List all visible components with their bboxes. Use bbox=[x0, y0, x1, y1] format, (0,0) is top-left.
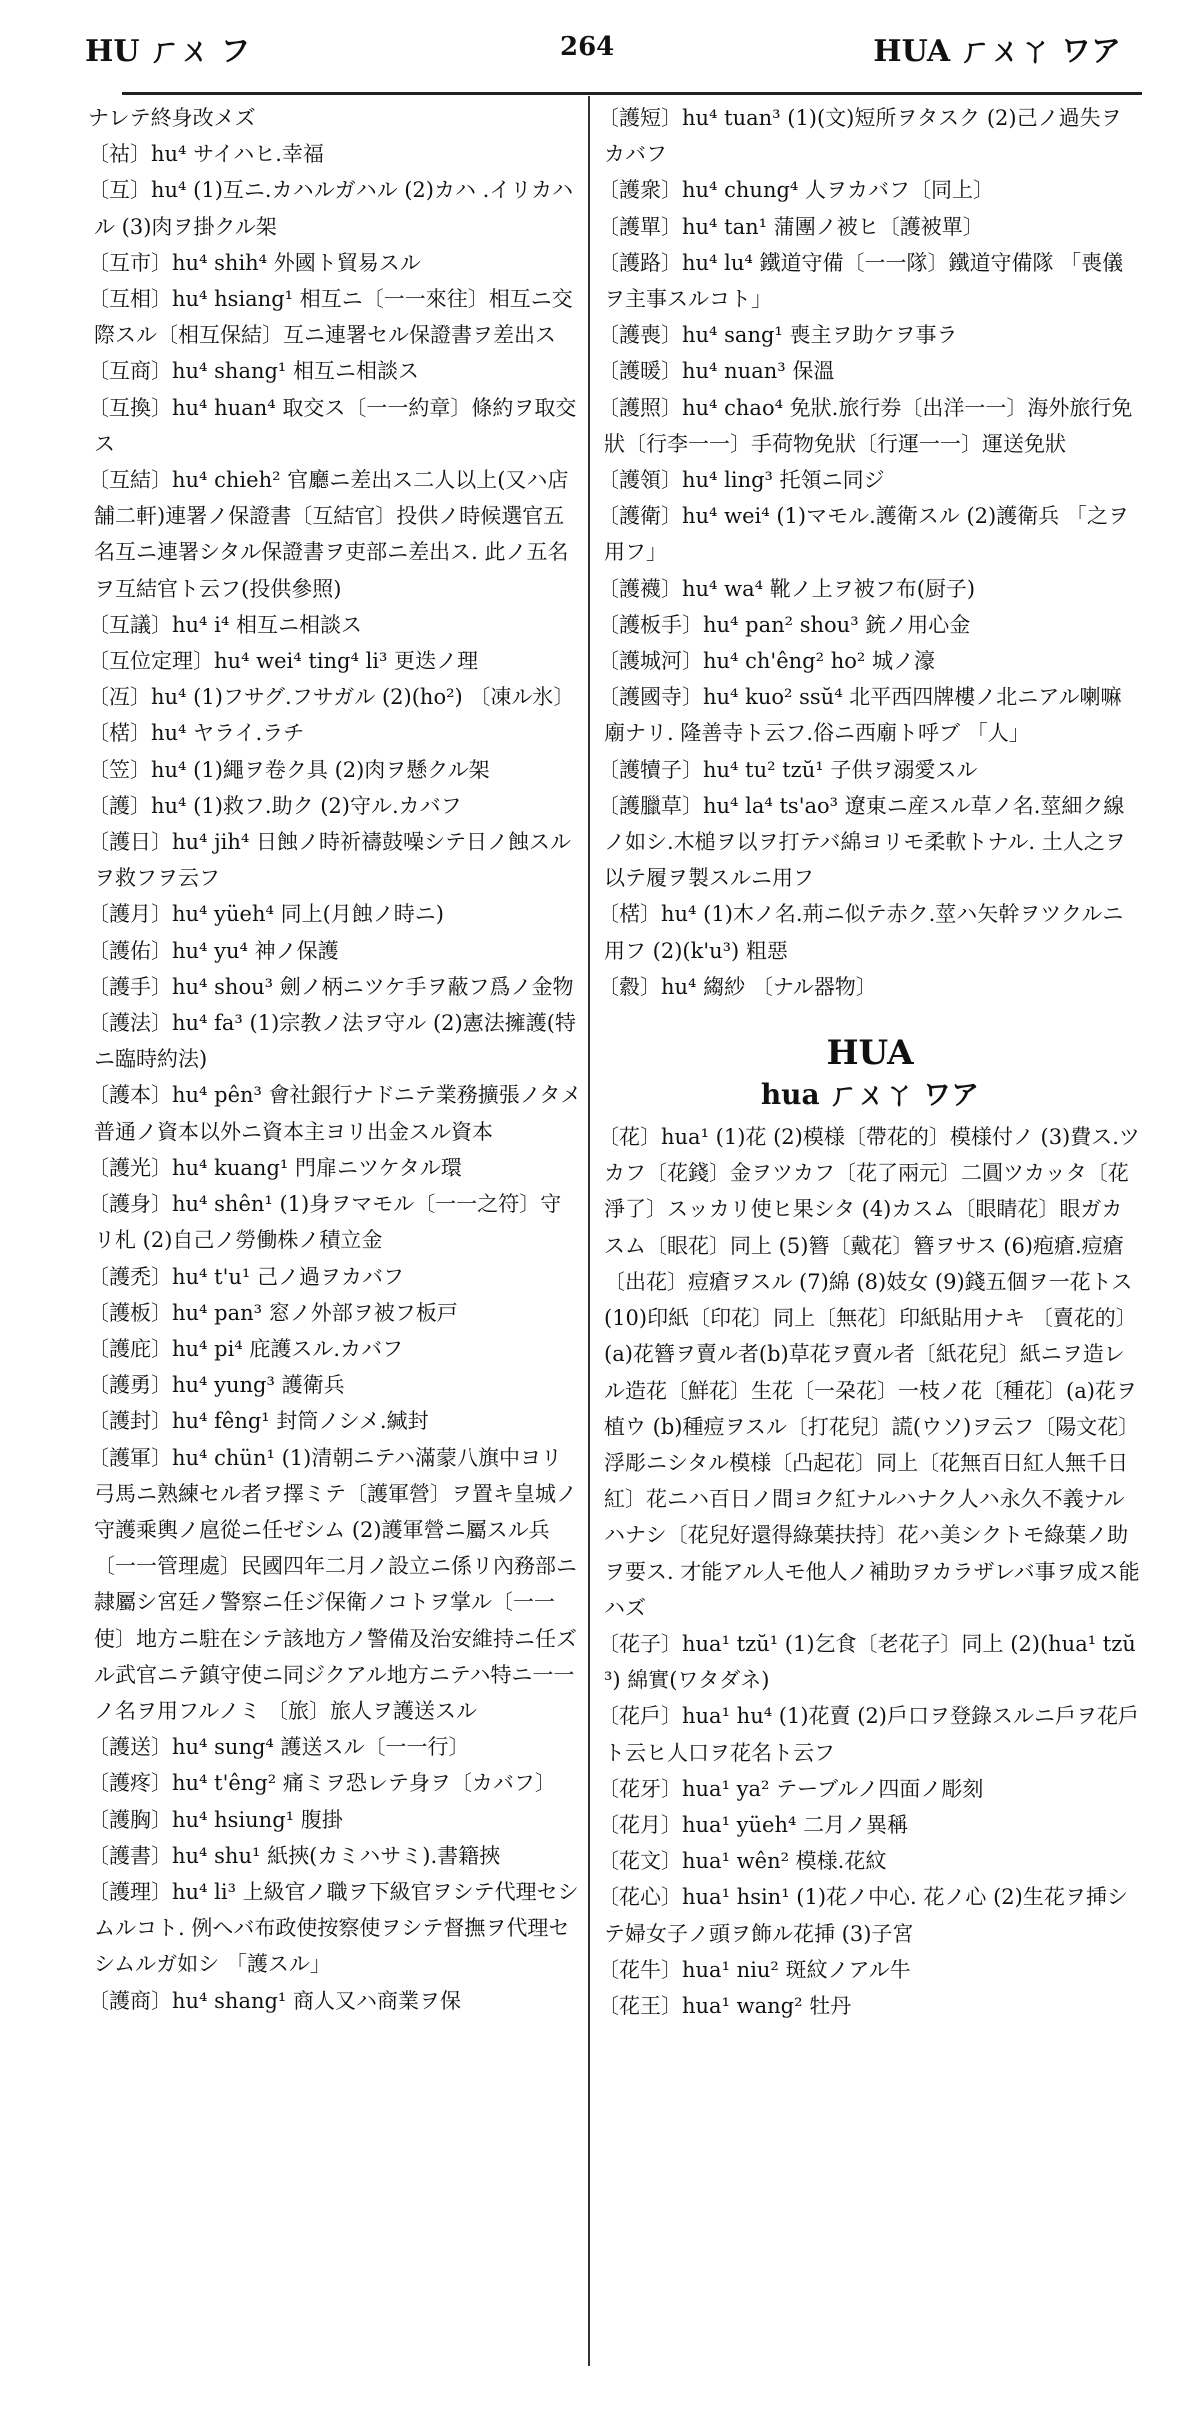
dictionary-entry: 〔互換〕hu⁴ huan⁴ 取交ス〔一一約章〕條約ヲ取交ス bbox=[88, 395, 577, 456]
dictionary-entry: ナレテ終身改メズ bbox=[88, 106, 256, 130]
dictionary-entry: 〔花〕hua¹ (1)花 (2)模様〔帶花的〕模様付ノ (3)費ス.ツカフ〔花錢〕金ヲツカフ〔花了兩元〕二圓ツカッタ〔花淨了〕スッカリ使ヒ果シタ (4)カスム〔眼睛花〕眼ガカスム〔眼花〕同上 (5)簪〔戴花〕簪ヲサス (6)疱瘡.痘瘡〔出花〕痘瘡ヲスル (7)綿 (8)妓女 (9)錢五個ヲ一花トス (10)印紙〔印花〕同上〔無花〕印紙貼用ナキ 〔賣花的〕(a)花簪ヲ賣ル者(b)草花ヲ賣ル者〔紙花兒〕紙ニヲ造レル造花〔鮮花〕生花〔一朶花〕一枝ノ花〔種花〕(a)花ヲ植ウ (b)種痘ヲスル〔打花兒〕謊(ウソ)ヲ云フ〔陽文花〕浮彫ニシタル模様〔凸起花〕同上〔花無百日紅人無千日紅〕花ニハ百日ノ間ヨク紅ナルハナク人ハ永久不義ナルハナシ〔花兒好還得綠葉扶持〕花ハ美シクトモ綠葉ノ助ヲ要ス. 才能アル人モ他人ノ補助ヲカラザレバ事ヲ成ス能ハズ bbox=[598, 1125, 1140, 1620]
dictionary-entry: 〔護喪〕hu⁴ sang¹ 喪主ヲ助ケヲ事ラ bbox=[598, 323, 958, 348]
dictionary-entry: 〔護本〕hu⁴ pên³ 會社銀行ナドニテ業務擴張ノタメ普通ノ資本以外ニ資本主ヨリ出金スル資本 bbox=[88, 1083, 582, 1144]
dictionary-entry: 〔護暖〕hu⁴ nuan³ 保溫 bbox=[598, 359, 835, 384]
dictionary-entry: 〔護國寺〕hu⁴ kuo² ssŭ⁴ 北平西四牌樓ノ北ニアル喇嘛廟ナリ. 隆善寺ト云フ.俗ニ西廟ト呼ブ 「人」 bbox=[598, 685, 1122, 746]
dictionary-entry: 〔互市〕hu⁴ shih⁴ 外國ト貿易スル bbox=[88, 250, 421, 275]
dictionary-entry: 〔互位定理〕hu⁴ wei⁴ ting⁴ li³ 更迭ノ理 bbox=[88, 649, 479, 674]
dictionary-entry: 〔花文〕hua¹ wên² 模様.花紋 bbox=[598, 1849, 887, 1874]
dictionary-entry: 〔護衆〕hu⁴ chung⁴ 人ヲカバフ〔同上〕 bbox=[598, 178, 995, 203]
left-column bbox=[88, 100, 582, 2019]
dictionary-entry: 〔護禿〕hu⁴ t'u¹ 己ノ過ヲカバフ bbox=[88, 1264, 404, 1289]
running-header-right: HUA ㄏㄨㄚ ワア bbox=[873, 34, 1121, 69]
right-column-entries-a bbox=[598, 100, 1142, 1005]
dictionary-entry: 〔祜〕hu⁴ サイハヒ.幸福 bbox=[88, 142, 324, 167]
dictionary-entry: 〔護日〕hu⁴ jih⁴ 日蝕ノ時祈禱鼓噪シテ日ノ蝕スルヲ救フヲ云フ bbox=[88, 830, 571, 891]
dictionary-entry: 〔護領〕hu⁴ ling³ 托領ニ同ジ bbox=[598, 468, 885, 493]
section-heading bbox=[598, 1031, 1142, 1115]
dictionary-entry: 〔護疼〕hu⁴ t'êng² 痛ミヲ恐レテ身ヲ〔カバフ〕 bbox=[88, 1771, 556, 1796]
dictionary-entry: 〔護身〕hu⁴ shên¹ (1)身ヲマモル〔一一之符〕守リ札 (2)自己ノ勞働株ノ積立金 bbox=[88, 1192, 562, 1253]
dictionary-entry: 〔花月〕hua¹ yüeh⁴ 二月ノ異稱 bbox=[598, 1812, 909, 1837]
right-column-entries-b bbox=[598, 1119, 1142, 2024]
dictionary-entry: 〔護封〕hu⁴ fêng¹ 封筒ノシメ.緘封 bbox=[88, 1409, 429, 1434]
dictionary-entry: 〔花牙〕hua¹ ya² テーブルノ四面ノ彫刻 bbox=[598, 1776, 984, 1801]
dictionary-entry: 〔互商〕hu⁴ shang¹ 相互ニ相談ス bbox=[88, 359, 420, 384]
dictionary-entry: 〔護月〕hu⁴ yüeh⁴ 同上(月蝕ノ時ニ) bbox=[88, 902, 444, 927]
dictionary-entry: 〔花牛〕hua¹ niu² 斑紋ノアル牛 bbox=[598, 1957, 911, 1982]
dictionary-entry: 〔笠〕hu⁴ (1)繩ヲ卷ク具 (2)肉ヲ懸クル架 bbox=[88, 757, 490, 782]
dictionary-entry: 〔護軍〕hu⁴ chün¹ (1)清朝ニテハ滿蒙八旗中ヨリ弓馬ニ熟練セル者ヲ擇ミテ〔護軍營〕ヲ置キ皇城ノ守護乘輿ノ扈從ニ任ゼシム (2)護軍營ニ屬スル兵〔一一管理處〕民國四年二月ノ設立ニ係リ內務部ニ隷屬シ宮廷ノ警察ニ任ジ保衛ノコトヲ掌ル〔一一使〕地方ニ駐在シテ該地方ノ警備及治安維持ニ任ズル武官ニテ鎮守使ニ同ジクアル地方ニテハ特ニ一一ノ名ヲ用フルノミ 〔旅〕旅人ヲ護送スル bbox=[88, 1445, 577, 1723]
dictionary-entry: 〔護犢子〕hu⁴ tu² tzŭ¹ 子供ヲ溺愛スル bbox=[598, 757, 978, 782]
dictionary-entry: 〔互結〕hu⁴ chieh² 官廳ニ差出ス二人以上(又ハ店舗二軒)連署ノ保證書〔互結官〕投供ノ時候選官五名互ニ連署シタル保證書ヲ吏部ニ差出ス. 此ノ五名ヲ互結官ト云フ(投供參照) bbox=[88, 468, 569, 601]
dictionary-entry: 〔護庇〕hu⁴ pi⁴ 庇護スル.カバフ bbox=[88, 1336, 404, 1361]
running-header-left: HU ㄏㄨ フ bbox=[85, 34, 251, 69]
dictionary-entry: 〔護佑〕hu⁴ yu⁴ 神ノ保護 bbox=[88, 938, 339, 963]
dictionary-entry: 〔護板〕hu⁴ pan³ 窓ノ外部ヲ被フ板戸 bbox=[88, 1300, 458, 1325]
dictionary-entry: 〔護手〕hu⁴ shou³ 劍ノ柄ニツケ手ヲ蔽フ爲ノ金物 bbox=[88, 974, 574, 999]
right-column bbox=[598, 100, 1142, 2024]
dictionary-entry: 〔互議〕hu⁴ i⁴ 相互ニ相談ス bbox=[88, 612, 362, 637]
dictionary-entry: 〔護送〕hu⁴ sung⁴ 護送スル〔一一行〕 bbox=[88, 1735, 470, 1760]
section-subtitle: hua ㄏㄨㄚ ワア bbox=[760, 1078, 980, 1112]
dictionary-entry: 〔護書〕hu⁴ shu¹ 紙挾(カミハサミ).書籍挾 bbox=[88, 1843, 501, 1868]
dictionary-entry: 〔護路〕hu⁴ lu⁴ 鐵道守備〔一一隊〕鐵道守備隊 「喪儀ヲ主事スルコト」 bbox=[598, 250, 1124, 312]
dictionary-entry: 〔護板手〕hu⁴ pan² shou³ 銃ノ用心金 bbox=[598, 612, 971, 637]
dictionary-entry: 〔護城河〕hu⁴ ch'êng² ho² 城ノ濠 bbox=[598, 649, 935, 674]
section-title: HUA bbox=[826, 1033, 914, 1074]
dictionary-entry: 〔護襪〕hu⁴ wa⁴ 靴ノ上ヲ被フ布(厨子) bbox=[598, 576, 976, 601]
dictionary-entry: 〔護照〕hu⁴ chao⁴ 免狀.旅行券〔出洋一一〕海外旅行免狀〔行李一一〕手荷物免狀〔行運一一〕運送免狀 bbox=[598, 395, 1133, 456]
dictionary-entry: 〔護法〕hu⁴ fa³ (1)宗教ノ法ヲ守ル (2)憲法擁護(特ニ臨時約法) bbox=[88, 1011, 576, 1072]
dictionary-entry: 〔花子〕hua¹ tzŭ¹ (1)乞食〔老花子〕同上 (2)(hua¹ tzŭ³) 綿實(ワタダネ) bbox=[598, 1631, 1136, 1693]
dictionary-entry: 〔護理〕hu⁴ li³ 上級官ノ職ヲ下級官ヲシテ代理セシムルコト. 例ヘバ布政使按察使ヲシテ督撫ヲ代理セシムルガ如シ 「護スル」 bbox=[88, 1879, 579, 1977]
dictionary-entry: 〔護臘草〕hu⁴ la⁴ ts'ao³ 遼東ニ産スル草ノ名.莖細ク線ノ如シ.木槌ヲ以ヲ打テバ綿ヨリモ柔軟トナル. 土人之ヲ以テ履ヲ製スルニ用フ bbox=[598, 793, 1126, 891]
column-divider bbox=[588, 96, 590, 2366]
dictionary-entry: 〔護衛〕hu⁴ wei⁴ (1)マモル.護衛スル (2)護衛兵 「之ヲ用フ」 bbox=[598, 504, 1129, 565]
dictionary-entry: 〔花心〕hua¹ hsin¹ (1)花ノ中心. 花ノ心 (2)生花ヲ挿シテ婦女子ノ頭ヲ飾ル花挿 (3)子宮 bbox=[598, 1885, 1128, 1946]
dictionary-entry: 〔楛〕hu⁴ ヤライ.ラチ bbox=[88, 721, 305, 746]
dictionary-entry: 〔互相〕hu⁴ hsiang¹ 相互ニ〔一一來往〕相互ニ交際スル〔相互保結〕互ニ連署セル保證書ヲ差出ス bbox=[88, 287, 573, 348]
dictionary-entry: 〔互〕hu⁴ (1)互ニ.カハルガハル (2)カハ .イリカハル (3)肉ヲ掛クル架 bbox=[88, 178, 574, 239]
dictionary-entry: 〔護胸〕hu⁴ hsiung¹ 腹掛 bbox=[88, 1807, 343, 1832]
dictionary-entry: 〔縠〕hu⁴ 縐紗 〔ナル器物〕 bbox=[598, 974, 877, 999]
dictionary-entry: 〔護單〕hu⁴ tan¹ 蒲團ノ被ヒ〔護被單〕 bbox=[598, 214, 984, 239]
page-number: 264 bbox=[560, 32, 615, 62]
dictionary-entry: 〔護光〕hu⁴ kuang¹ 門扉ニツケタル環 bbox=[88, 1155, 462, 1180]
dictionary-entry: 〔護勇〕hu⁴ yung³ 護衛兵 bbox=[88, 1373, 345, 1398]
dictionary-entry: 〔護商〕hu⁴ shang¹ 商人又ハ商業ヲ保 bbox=[88, 1988, 462, 2013]
dictionary-entry: 〔花王〕hua¹ wang² 牡丹 bbox=[598, 1993, 852, 2018]
dictionary-entry: 〔冱〕hu⁴ (1)フサグ.フサガル (2)(ho²) 〔凍ル氷〕 bbox=[88, 685, 575, 710]
dictionary-entry: 〔楛〕hu⁴ (1)木ノ名.荊ニ似テ赤ク.莖ハ矢幹ヲツクルニ用フ (2)(k'u³) 粗惡 bbox=[598, 902, 1124, 963]
dictionary-entry: 〔護〕hu⁴ (1)救フ.助ク (2)守ル.カバフ bbox=[88, 793, 462, 818]
dictionary-entry: 〔花戶〕hua¹ hu⁴ (1)花賣 (2)戶口ヲ登錄スルニ戶ヲ花戶ト云ヒ人口ヲ花名ト云フ bbox=[598, 1704, 1139, 1765]
dictionary-entry: 〔護短〕hu⁴ tuan³ (1)(文)短所ヲタスク (2)己ノ過失ヲカバフ bbox=[598, 106, 1122, 167]
